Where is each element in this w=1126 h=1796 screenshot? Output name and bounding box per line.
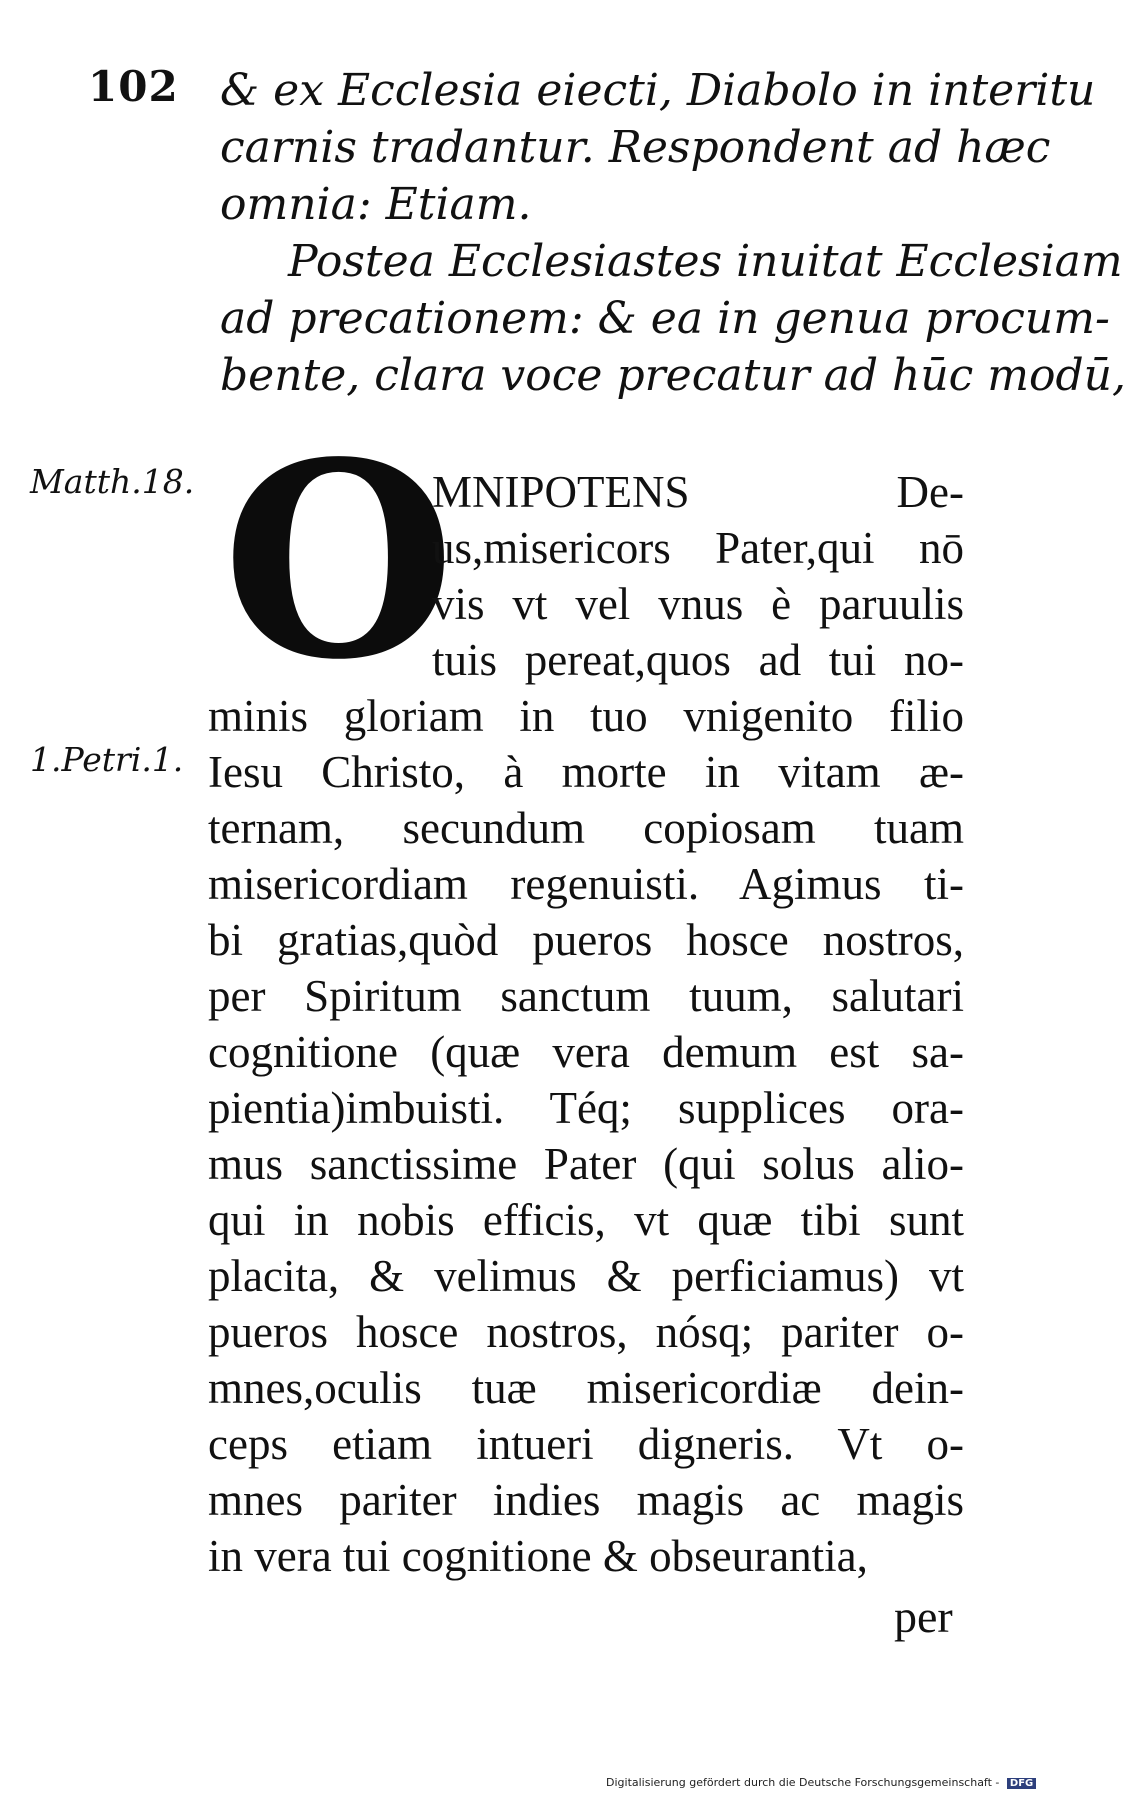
prayer-line: pueros hosce nostros, nósq; pariter o- (208, 1307, 964, 1357)
margin-note-peter: 1.Petri.1. (30, 740, 184, 779)
intro-text (220, 62, 1126, 404)
prayer-line: placita, & velimus & perficiamus) vt (208, 1251, 964, 1301)
prayer-line: vis vt vel vnus è paruulis (432, 579, 964, 629)
intro-line: carnis tradantur. Respondent ad hæc (220, 122, 1051, 173)
intro-line: omnia: Etiam. (220, 179, 532, 230)
prayer-line: us,misericors Pater,qui nō (432, 523, 964, 573)
prayer-line: MNIPOTENS De- (432, 467, 964, 517)
margin-note-matthew: Matth.18. (30, 462, 195, 501)
prayer-line: tuis pereat,quos ad tui no- (432, 635, 964, 685)
intro-line: & ex Ecclesia eiecti, Diabolo in interitu (220, 65, 1096, 116)
prayer-line: qui in nobis efficis, vt quæ tibi sunt (208, 1195, 964, 1245)
page-number: 102 (88, 62, 179, 111)
prayer-line: bi gratias,quòd pueros hosce nostros, (208, 915, 964, 965)
intro-line: bente, clara voce precatur ad hūc modū, (220, 350, 1126, 401)
prayer-line: ceps etiam intueri digneris. Vt o- (208, 1419, 964, 1469)
dfg-logo: DFG (1007, 1778, 1036, 1789)
intro-line: ad precationem: & ea in genua procum- (220, 293, 1110, 344)
prayer-line: ternam, secundum copiosam tuam (208, 803, 964, 853)
prayer-line: mnes,oculis tuæ misericordiæ dein- (208, 1363, 964, 1413)
prayer-line: minis gloriam in tuo vnigenito filio (208, 691, 964, 741)
prayer-line: pientia)imbuisti. Téq; supplices ora- (208, 1083, 964, 1133)
prayer-line: per Spiritum sanctum tuum, salutari (208, 971, 964, 1021)
prayer-line: cognitione (quæ vera demum est sa- (208, 1027, 964, 1077)
prayer-line: mus sanctissime Pater (qui solus alio- (208, 1139, 964, 1189)
intro-line: Postea Ecclesiastes inuitat Ecclesiam (288, 236, 1123, 287)
digitization-footer (606, 1776, 1036, 1789)
prayer-text (208, 464, 964, 1584)
drop-cap-initial: O (222, 404, 456, 719)
catchword: per (894, 1591, 953, 1642)
prayer-line: Iesu Christo, à morte in vitam æ- (208, 747, 964, 797)
prayer-line: misericordiam regenuisti. Agimus ti- (208, 859, 964, 909)
footer-text: Digitalisierung gefördert durch die Deutsche Forschungsgemeinschaft - (606, 1776, 1000, 1789)
prayer-line: in vera tui cognitione & obseurantia, (208, 1531, 868, 1581)
prayer-line: mnes pariter indies magis ac magis (208, 1475, 964, 1525)
